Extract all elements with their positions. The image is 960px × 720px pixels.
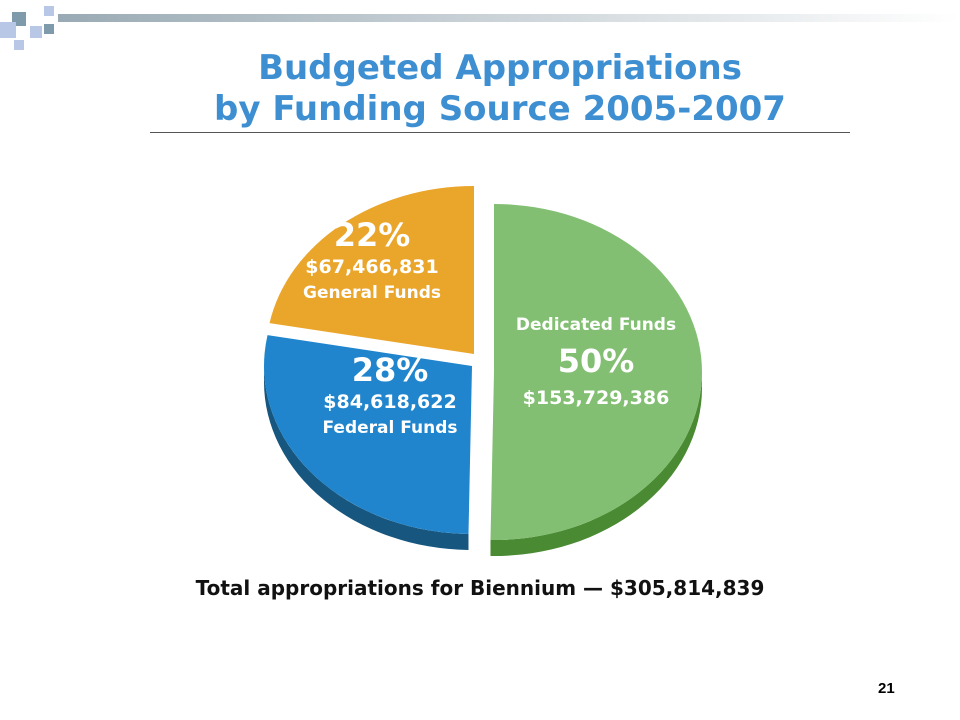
slice-label-amount-dedicated-funds: $153,729,386: [522, 387, 670, 409]
slice-label-percent-dedicated-funds: 50%: [557, 342, 635, 380]
page-number: 21: [878, 680, 895, 697]
slice-label-amount-general-funds: $67,466,831: [305, 256, 439, 278]
slice-label-name-dedicated-funds: Dedicated Funds: [515, 315, 677, 335]
slice-label-percent-federal-funds: 28%: [351, 351, 429, 389]
slice-label-percent-general-funds: 22%: [333, 216, 411, 254]
chart-title-line2: by Funding Source 2005-2007: [214, 89, 786, 129]
total-appropriations-label: Total appropriations for Biennium — $305,814,839: [195, 576, 765, 600]
slice-label-name-federal-funds: Federal Funds: [322, 418, 458, 438]
slice-label-name-general-funds: General Funds: [303, 283, 441, 303]
slice-label-amount-federal-funds: $84,618,622: [323, 391, 457, 413]
chart-title-line1: Budgeted Appropriations: [258, 48, 742, 88]
